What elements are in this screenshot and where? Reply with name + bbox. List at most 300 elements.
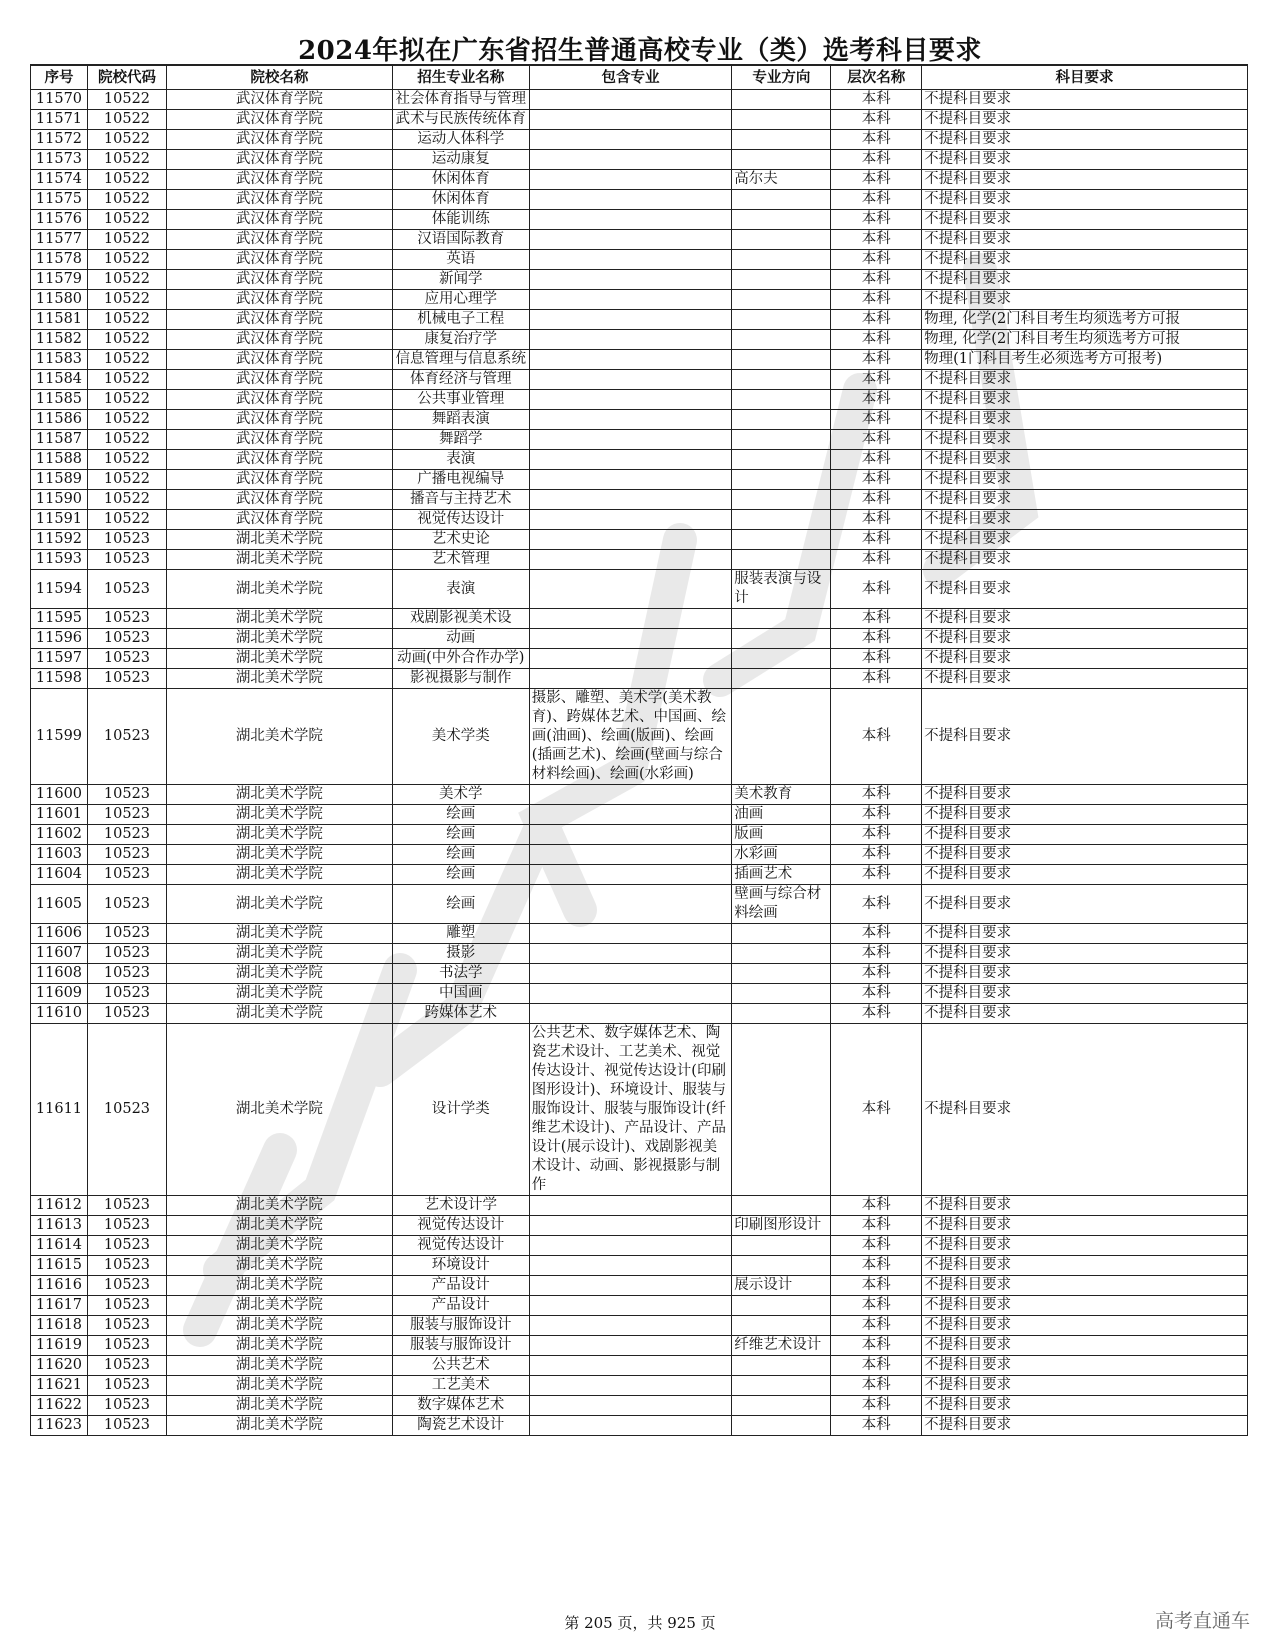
level-name-cell: 本科 — [831, 530, 922, 550]
school-code-cell: 10522 — [87, 130, 166, 150]
subject-requirement-cell: 不提科目要求 — [922, 530, 1248, 550]
subject-requirement-cell: 不提科目要求 — [922, 785, 1248, 805]
subject-requirement-cell: 不提科目要求 — [922, 885, 1248, 924]
column-header: 专业方向 — [732, 65, 831, 90]
school-code-cell: 10522 — [87, 230, 166, 250]
subject-requirement-cell: 不提科目要求 — [922, 470, 1248, 490]
included-majors-cell — [529, 1236, 731, 1256]
included-majors-cell — [529, 1256, 731, 1276]
subject-requirement-cell: 不提科目要求 — [922, 609, 1248, 629]
row-index-cell: 11617 — [31, 1296, 88, 1316]
level-name-cell: 本科 — [831, 270, 922, 290]
subject-requirement-cell: 不提科目要求 — [922, 410, 1248, 430]
school-name-cell: 武汉体育学院 — [167, 250, 393, 270]
table-row — [31, 825, 1248, 845]
row-index-cell: 11588 — [31, 450, 88, 470]
school-code-cell: 10522 — [87, 250, 166, 270]
major-name-cell: 绘画 — [392, 825, 529, 845]
school-code-cell: 10523 — [87, 1216, 166, 1236]
row-index-cell: 11598 — [31, 669, 88, 689]
table-row — [31, 1396, 1248, 1416]
major-direction-cell — [732, 1024, 831, 1196]
level-name-cell: 本科 — [831, 629, 922, 649]
included-majors-cell — [529, 490, 731, 510]
major-name-cell: 绘画 — [392, 845, 529, 865]
included-majors-cell — [529, 1004, 731, 1024]
school-name-cell: 湖北美术学院 — [167, 1336, 393, 1356]
table-row — [31, 629, 1248, 649]
level-name-cell: 本科 — [831, 570, 922, 609]
row-index-cell: 11575 — [31, 190, 88, 210]
level-name-cell: 本科 — [831, 90, 922, 110]
major-direction-cell — [732, 130, 831, 150]
subject-requirement-cell: 不提科目要求 — [922, 865, 1248, 885]
table-row — [31, 410, 1248, 430]
table-row — [31, 964, 1248, 984]
page-title: 2024年拟在广东省招生普通高校专业（类）选考科目要求 — [298, 36, 982, 66]
major-name-cell: 机械电子工程 — [392, 310, 529, 330]
row-index-cell: 11618 — [31, 1316, 88, 1336]
subject-requirement-cell: 不提科目要求 — [922, 1216, 1248, 1236]
included-majors-cell — [529, 649, 731, 669]
level-name-cell: 本科 — [831, 1336, 922, 1356]
school-code-cell: 10523 — [87, 1004, 166, 1024]
row-index-cell: 11590 — [31, 490, 88, 510]
school-code-cell: 10522 — [87, 210, 166, 230]
subject-requirement-cell: 不提科目要求 — [922, 984, 1248, 1004]
major-name-cell: 视觉传达设计 — [392, 510, 529, 530]
subject-requirement-cell: 不提科目要求 — [922, 649, 1248, 669]
school-code-cell: 10523 — [87, 609, 166, 629]
row-index-cell: 11621 — [31, 1376, 88, 1396]
row-index-cell: 11570 — [31, 90, 88, 110]
major-direction-cell — [732, 450, 831, 470]
major-direction-cell — [732, 1004, 831, 1024]
table-row — [31, 390, 1248, 410]
major-direction-cell — [732, 944, 831, 964]
included-majors-cell — [529, 210, 731, 230]
major-direction-cell — [732, 470, 831, 490]
major-name-cell: 设计学类 — [392, 1024, 529, 1196]
school-name-cell: 湖北美术学院 — [167, 530, 393, 550]
row-index-cell: 11615 — [31, 1256, 88, 1276]
school-code-cell: 10522 — [87, 450, 166, 470]
major-direction-cell — [732, 490, 831, 510]
major-name-cell: 表演 — [392, 450, 529, 470]
school-name-cell: 湖北美术学院 — [167, 1316, 393, 1336]
major-name-cell: 公共事业管理 — [392, 390, 529, 410]
column-header: 层次名称 — [831, 65, 922, 90]
level-name-cell: 本科 — [831, 430, 922, 450]
school-code-cell: 10523 — [87, 944, 166, 964]
major-name-cell: 跨媒体艺术 — [392, 1004, 529, 1024]
included-majors-cell — [529, 110, 731, 130]
level-name-cell: 本科 — [831, 1396, 922, 1416]
school-name-cell: 武汉体育学院 — [167, 170, 393, 190]
school-name-cell: 湖北美术学院 — [167, 924, 393, 944]
included-majors-cell — [529, 1196, 731, 1216]
table-row — [31, 1256, 1248, 1276]
school-name-cell: 武汉体育学院 — [167, 130, 393, 150]
school-name-cell: 湖北美术学院 — [167, 1416, 393, 1436]
table-row — [31, 230, 1248, 250]
major-name-cell: 表演 — [392, 570, 529, 609]
table-row — [31, 785, 1248, 805]
included-majors-cell — [529, 430, 731, 450]
level-name-cell: 本科 — [831, 1256, 922, 1276]
major-name-cell: 艺术管理 — [392, 550, 529, 570]
major-name-cell: 雕塑 — [392, 924, 529, 944]
table-header-row — [31, 65, 1248, 90]
school-name-cell: 湖北美术学院 — [167, 865, 393, 885]
row-index-cell: 11579 — [31, 270, 88, 290]
level-name-cell: 本科 — [831, 290, 922, 310]
table-row — [31, 845, 1248, 865]
table-row — [31, 609, 1248, 629]
table-row — [31, 1336, 1248, 1356]
column-header: 院校代码 — [87, 65, 166, 90]
subject-requirement-cell: 不提科目要求 — [922, 1024, 1248, 1196]
major-name-cell: 新闻学 — [392, 270, 529, 290]
school-name-cell: 湖北美术学院 — [167, 689, 393, 785]
level-name-cell: 本科 — [831, 924, 922, 944]
included-majors-cell — [529, 825, 731, 845]
included-majors-cell — [529, 290, 731, 310]
major-direction-cell: 油画 — [732, 805, 831, 825]
included-majors-cell — [529, 570, 731, 609]
subject-requirement-cell: 不提科目要求 — [922, 1356, 1248, 1376]
school-name-cell: 湖北美术学院 — [167, 550, 393, 570]
included-majors-cell — [529, 944, 731, 964]
major-name-cell: 休闲体育 — [392, 170, 529, 190]
major-direction-cell: 水彩画 — [732, 845, 831, 865]
row-index-cell: 11623 — [31, 1416, 88, 1436]
table-row — [31, 1316, 1248, 1336]
level-name-cell: 本科 — [831, 390, 922, 410]
page-number-footer: 第 205 页，共 925 页 — [564, 1614, 716, 1632]
major-name-cell: 运动康复 — [392, 150, 529, 170]
table-row — [31, 290, 1248, 310]
subject-requirement-cell: 不提科目要求 — [922, 805, 1248, 825]
school-name-cell: 湖北美术学院 — [167, 1024, 393, 1196]
subject-requirement-cell: 不提科目要求 — [922, 570, 1248, 609]
school-code-cell: 10523 — [87, 865, 166, 885]
subject-requirement-cell: 物理(1门科目考生必须选考方可报考) — [922, 350, 1248, 370]
school-name-cell: 武汉体育学院 — [167, 330, 393, 350]
included-majors-cell — [529, 669, 731, 689]
subject-requirement-cell: 不提科目要求 — [922, 1336, 1248, 1356]
level-name-cell: 本科 — [831, 1356, 922, 1376]
major-name-cell: 工艺美术 — [392, 1376, 529, 1396]
subject-requirement-cell: 不提科目要求 — [922, 1004, 1248, 1024]
subject-requirement-cell: 不提科目要求 — [922, 390, 1248, 410]
major-name-cell: 播音与主持艺术 — [392, 490, 529, 510]
level-name-cell: 本科 — [831, 1004, 922, 1024]
level-name-cell: 本科 — [831, 1196, 922, 1216]
subject-requirement-cell: 不提科目要求 — [922, 1376, 1248, 1396]
row-index-cell: 11580 — [31, 290, 88, 310]
table-row — [31, 150, 1248, 170]
subject-requirement-cell: 不提科目要求 — [922, 669, 1248, 689]
school-name-cell: 武汉体育学院 — [167, 210, 393, 230]
subject-requirement-cell: 不提科目要求 — [922, 550, 1248, 570]
level-name-cell: 本科 — [831, 450, 922, 470]
subject-requirement-cell: 不提科目要求 — [922, 964, 1248, 984]
school-name-cell: 武汉体育学院 — [167, 110, 393, 130]
school-code-cell: 10523 — [87, 689, 166, 785]
subject-requirement-cell: 不提科目要求 — [922, 250, 1248, 270]
included-majors-cell — [529, 310, 731, 330]
major-direction-cell — [732, 530, 831, 550]
row-index-cell: 11594 — [31, 570, 88, 609]
school-name-cell: 武汉体育学院 — [167, 190, 393, 210]
major-name-cell: 社会体育指导与管理 — [392, 90, 529, 110]
major-direction-cell — [732, 110, 831, 130]
major-name-cell: 产品设计 — [392, 1276, 529, 1296]
school-name-cell: 武汉体育学院 — [167, 230, 393, 250]
subject-requirement-cell: 不提科目要求 — [922, 1416, 1248, 1436]
major-direction-cell: 壁画与综合材料绘画 — [732, 885, 831, 924]
school-code-cell: 10522 — [87, 350, 166, 370]
table-row — [31, 270, 1248, 290]
subject-requirement-cell: 不提科目要求 — [922, 924, 1248, 944]
school-name-cell: 武汉体育学院 — [167, 270, 393, 290]
major-direction-cell — [732, 1376, 831, 1396]
row-index-cell: 11582 — [31, 330, 88, 350]
school-code-cell: 10523 — [87, 924, 166, 944]
included-majors-cell — [529, 1376, 731, 1396]
table-row — [31, 1196, 1248, 1216]
level-name-cell: 本科 — [831, 470, 922, 490]
level-name-cell: 本科 — [831, 550, 922, 570]
subject-requirement-cell: 不提科目要求 — [922, 944, 1248, 964]
row-index-cell: 11581 — [31, 310, 88, 330]
subject-requirement-cell: 不提科目要求 — [922, 1276, 1248, 1296]
school-code-cell: 10523 — [87, 885, 166, 924]
included-majors-cell — [529, 130, 731, 150]
major-direction-cell — [732, 1356, 831, 1376]
major-direction-cell — [732, 669, 831, 689]
school-code-cell: 10523 — [87, 649, 166, 669]
level-name-cell: 本科 — [831, 609, 922, 629]
table-row — [31, 924, 1248, 944]
school-code-cell: 10523 — [87, 1416, 166, 1436]
included-majors-cell — [529, 1356, 731, 1376]
included-majors-cell — [529, 390, 731, 410]
level-name-cell: 本科 — [831, 825, 922, 845]
school-name-cell: 湖北美术学院 — [167, 1236, 393, 1256]
table-row — [31, 570, 1248, 609]
level-name-cell: 本科 — [831, 310, 922, 330]
school-name-cell: 湖北美术学院 — [167, 1216, 393, 1236]
column-header: 科目要求 — [922, 65, 1248, 90]
major-direction-cell — [732, 290, 831, 310]
row-index-cell: 11614 — [31, 1236, 88, 1256]
school-name-cell: 武汉体育学院 — [167, 450, 393, 470]
major-direction-cell — [732, 270, 831, 290]
major-direction-cell — [732, 210, 831, 230]
school-code-cell: 10523 — [87, 984, 166, 1004]
major-name-cell: 舞蹈学 — [392, 430, 529, 450]
subject-requirement-cell: 不提科目要求 — [922, 1316, 1248, 1336]
row-index-cell: 11584 — [31, 370, 88, 390]
school-name-cell: 湖北美术学院 — [167, 944, 393, 964]
school-code-cell: 10522 — [87, 190, 166, 210]
level-name-cell: 本科 — [831, 964, 922, 984]
school-code-cell: 10523 — [87, 1376, 166, 1396]
row-index-cell: 11599 — [31, 689, 88, 785]
major-name-cell: 艺术设计学 — [392, 1196, 529, 1216]
included-majors-cell — [529, 510, 731, 530]
row-index-cell: 11622 — [31, 1396, 88, 1416]
level-name-cell: 本科 — [831, 370, 922, 390]
major-name-cell: 产品设计 — [392, 1296, 529, 1316]
subject-requirement-cell: 不提科目要求 — [922, 90, 1248, 110]
level-name-cell: 本科 — [831, 805, 922, 825]
level-name-cell: 本科 — [831, 350, 922, 370]
major-name-cell: 影视摄影与制作 — [392, 669, 529, 689]
row-index-cell: 11616 — [31, 1276, 88, 1296]
included-majors-cell — [529, 1316, 731, 1336]
table-row — [31, 1376, 1248, 1396]
table-row — [31, 1236, 1248, 1256]
major-name-cell: 休闲体育 — [392, 190, 529, 210]
level-name-cell: 本科 — [831, 410, 922, 430]
row-index-cell: 11597 — [31, 649, 88, 669]
school-code-cell: 10522 — [87, 510, 166, 530]
included-majors-cell — [529, 330, 731, 350]
school-name-cell: 武汉体育学院 — [167, 410, 393, 430]
major-name-cell: 体育经济与管理 — [392, 370, 529, 390]
row-index-cell: 11576 — [31, 210, 88, 230]
major-name-cell: 服装与服饰设计 — [392, 1316, 529, 1336]
row-index-cell: 11586 — [31, 410, 88, 430]
school-code-cell: 10523 — [87, 1196, 166, 1216]
row-index-cell: 11595 — [31, 609, 88, 629]
major-direction-cell — [732, 150, 831, 170]
included-majors-cell — [529, 170, 731, 190]
table-row — [31, 170, 1248, 190]
included-majors-cell — [529, 530, 731, 550]
school-name-cell: 武汉体育学院 — [167, 90, 393, 110]
school-name-cell: 湖北美术学院 — [167, 1396, 393, 1416]
major-direction-cell — [732, 230, 831, 250]
major-direction-cell: 展示设计 — [732, 1276, 831, 1296]
major-name-cell: 服装与服饰设计 — [392, 1336, 529, 1356]
major-direction-cell — [732, 250, 831, 270]
table-row — [31, 669, 1248, 689]
row-index-cell: 11611 — [31, 1024, 88, 1196]
level-name-cell: 本科 — [831, 1316, 922, 1336]
requirements-table-wrapper — [30, 64, 1248, 1436]
table-row — [31, 1004, 1248, 1024]
included-majors-cell — [529, 964, 731, 984]
school-name-cell: 湖北美术学院 — [167, 964, 393, 984]
included-majors-cell — [529, 609, 731, 629]
school-code-cell: 10522 — [87, 310, 166, 330]
table-row — [31, 530, 1248, 550]
row-index-cell: 11620 — [31, 1356, 88, 1376]
major-name-cell: 汉语国际教育 — [392, 230, 529, 250]
subject-requirement-cell: 物理, 化学(2门科目考生均须选考方可报 — [922, 330, 1248, 350]
level-name-cell: 本科 — [831, 944, 922, 964]
school-name-cell: 武汉体育学院 — [167, 430, 393, 450]
major-name-cell: 书法学 — [392, 964, 529, 984]
school-code-cell: 10523 — [87, 1296, 166, 1316]
subject-requirement-cell: 物理, 化学(2门科目考生均须选考方可报 — [922, 310, 1248, 330]
subject-requirement-cell: 不提科目要求 — [922, 1296, 1248, 1316]
subject-requirement-cell: 不提科目要求 — [922, 230, 1248, 250]
major-name-cell: 动画(中外合作办学) — [392, 649, 529, 669]
included-majors-cell — [529, 350, 731, 370]
school-code-cell: 10523 — [87, 1336, 166, 1356]
school-code-cell: 10522 — [87, 170, 166, 190]
included-majors-cell — [529, 1216, 731, 1236]
school-name-cell: 湖北美术学院 — [167, 1196, 393, 1216]
major-direction-cell — [732, 370, 831, 390]
included-majors-cell — [529, 470, 731, 490]
school-code-cell: 10523 — [87, 550, 166, 570]
subject-requirement-cell: 不提科目要求 — [922, 430, 1248, 450]
table-row — [31, 330, 1248, 350]
subject-requirement-cell: 不提科目要求 — [922, 1196, 1248, 1216]
school-code-cell: 10523 — [87, 570, 166, 609]
included-majors-cell — [529, 805, 731, 825]
included-majors-cell — [529, 450, 731, 470]
table-row — [31, 250, 1248, 270]
major-name-cell: 信息管理与信息系统 — [392, 350, 529, 370]
major-direction-cell — [732, 550, 831, 570]
school-code-cell: 10523 — [87, 1356, 166, 1376]
level-name-cell: 本科 — [831, 250, 922, 270]
major-direction-cell — [732, 190, 831, 210]
major-direction-cell — [732, 310, 831, 330]
major-name-cell: 武术与民族传统体育 — [392, 110, 529, 130]
level-name-cell: 本科 — [831, 865, 922, 885]
major-direction-cell — [732, 1416, 831, 1436]
major-direction-cell — [732, 629, 831, 649]
row-index-cell: 11585 — [31, 390, 88, 410]
requirements-table — [30, 64, 1248, 1436]
major-name-cell: 绘画 — [392, 885, 529, 924]
row-index-cell: 11578 — [31, 250, 88, 270]
school-name-cell: 湖北美术学院 — [167, 1276, 393, 1296]
level-name-cell: 本科 — [831, 649, 922, 669]
table-row — [31, 430, 1248, 450]
major-direction-cell — [732, 609, 831, 629]
row-index-cell: 11604 — [31, 865, 88, 885]
school-name-cell: 湖北美术学院 — [167, 1356, 393, 1376]
school-name-cell: 湖北美术学院 — [167, 649, 393, 669]
major-name-cell: 体能训练 — [392, 210, 529, 230]
major-direction-cell — [732, 1256, 831, 1276]
subject-requirement-cell: 不提科目要求 — [922, 510, 1248, 530]
level-name-cell: 本科 — [831, 1276, 922, 1296]
subject-requirement-cell: 不提科目要求 — [922, 629, 1248, 649]
column-header: 招生专业名称 — [392, 65, 529, 90]
major-name-cell: 艺术史论 — [392, 530, 529, 550]
school-name-cell: 湖北美术学院 — [167, 629, 393, 649]
included-majors-cell — [529, 1336, 731, 1356]
major-direction-cell — [732, 1236, 831, 1256]
school-name-cell: 湖北美术学院 — [167, 805, 393, 825]
column-header: 序号 — [31, 65, 88, 90]
school-name-cell: 武汉体育学院 — [167, 470, 393, 490]
major-direction-cell: 插画艺术 — [732, 865, 831, 885]
included-majors-cell — [529, 90, 731, 110]
included-majors-cell — [529, 190, 731, 210]
level-name-cell: 本科 — [831, 689, 922, 785]
